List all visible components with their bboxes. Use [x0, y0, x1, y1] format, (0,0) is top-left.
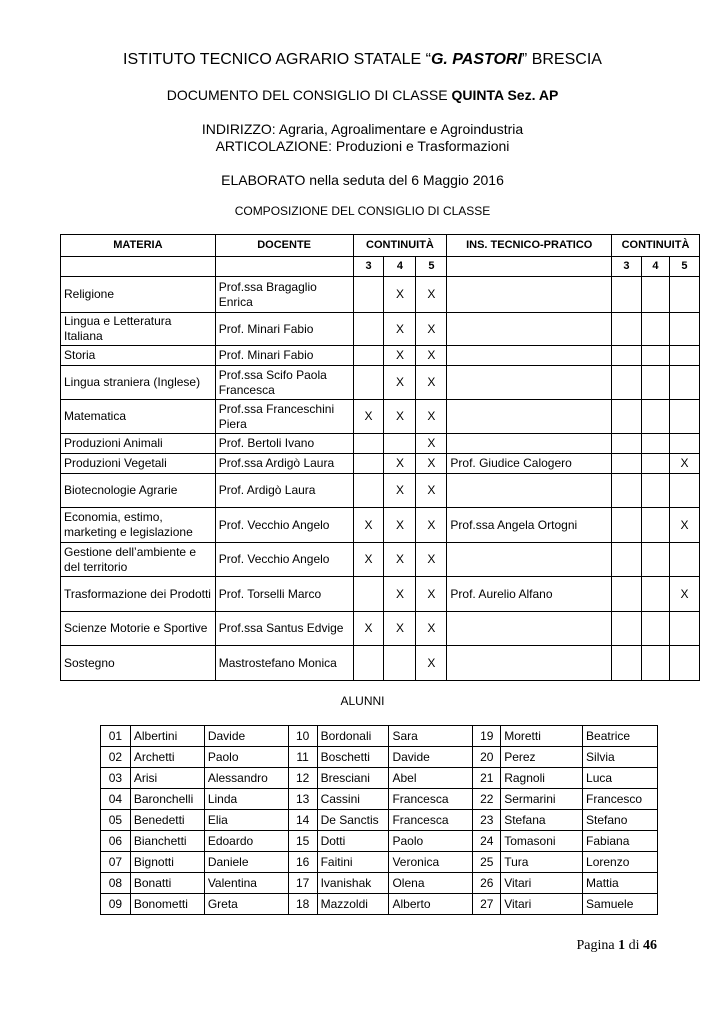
- student-row: [101, 789, 658, 810]
- itp-teacher-cell: [447, 612, 612, 646]
- itp-continuity-4: [641, 646, 669, 681]
- subject-cell: Storia: [61, 346, 216, 366]
- itp-continuity-3: [612, 454, 642, 474]
- student-row: [101, 726, 658, 747]
- continuity-4: [384, 434, 416, 454]
- teacher-cell: Prof.ssa Scifo Paola Francesca: [215, 366, 353, 400]
- student-name: Davide: [204, 726, 288, 747]
- continuity-3: [353, 646, 384, 681]
- itp-teacher-cell: Prof. Aurelio Alfano: [447, 577, 612, 612]
- student-number: 25: [473, 852, 501, 873]
- student-surname: De Sanctis: [317, 810, 389, 831]
- student-number: 08: [101, 873, 131, 894]
- student-name: Olena: [389, 873, 473, 894]
- student-name: Edoardo: [204, 831, 288, 852]
- continuity-4: X: [384, 543, 416, 577]
- student-number: 09: [101, 894, 131, 915]
- year-5: 5: [416, 257, 447, 277]
- council-row: [61, 543, 700, 577]
- student-number: 15: [288, 831, 317, 852]
- student-number: 17: [288, 873, 317, 894]
- itp-continuity-3: [612, 434, 642, 454]
- student-name: Veronica: [389, 852, 473, 873]
- itp-continuity-5: [669, 313, 699, 346]
- student-number: 21: [473, 768, 501, 789]
- teacher-cell: Prof. Bertoli Ivano: [215, 434, 353, 454]
- alunni-title: ALUNNI: [340, 694, 385, 708]
- itp-continuity-5: [669, 400, 699, 434]
- student-name: Lorenzo: [583, 852, 658, 873]
- student-number: 07: [101, 852, 131, 873]
- itp-teacher-cell: [447, 277, 612, 313]
- years-row: [61, 257, 700, 277]
- continuity-5: X: [416, 313, 447, 346]
- student-name: Abel: [389, 768, 473, 789]
- student-name: Beatrice: [583, 726, 658, 747]
- student-name: Francesco: [583, 789, 658, 810]
- itp-continuity-5: X: [669, 577, 699, 612]
- student-number: 03: [101, 768, 131, 789]
- articolazione: ARTICOLAZIONE: Produzioni e Trasformazioni: [215, 138, 510, 154]
- subject-cell: Lingua straniera (Inglese): [61, 366, 216, 400]
- student-name: Alessandro: [204, 768, 288, 789]
- itp-continuity-4: [641, 612, 669, 646]
- student-row: [101, 852, 658, 873]
- student-number: 14: [288, 810, 317, 831]
- itp-teacher-cell: [447, 474, 612, 508]
- student-number: 12: [288, 768, 317, 789]
- continuity-4: X: [384, 277, 416, 313]
- continuity-3: X: [353, 543, 384, 577]
- continuity-4: X: [384, 577, 416, 612]
- students-table: [100, 725, 658, 915]
- student-number: 05: [101, 810, 131, 831]
- itp-continuity-4: [641, 577, 669, 612]
- itp-continuity-5: [669, 366, 699, 400]
- student-surname: Bordonali: [317, 726, 389, 747]
- student-row: [101, 768, 658, 789]
- council-row: [61, 346, 700, 366]
- continuity-5: X: [416, 474, 447, 508]
- itp-teacher-cell: Prof. Giudice Calogero: [447, 454, 612, 474]
- itp-continuity-4: [641, 400, 669, 434]
- student-surname: Sermarini: [501, 789, 583, 810]
- student-surname: Ivanishak: [317, 873, 389, 894]
- continuity-5: X: [416, 277, 447, 313]
- continuity-5: X: [416, 543, 447, 577]
- student-number: 23: [473, 810, 501, 831]
- student-row: [101, 810, 658, 831]
- subject-cell: Lingua e Letteratura Italiana: [61, 313, 216, 346]
- header-itp: INS. TECNICO-PRATICO: [447, 235, 612, 257]
- itp-teacher-cell: [447, 646, 612, 681]
- continuity-3: [353, 474, 384, 508]
- teacher-cell: Prof. Torselli Marco: [215, 577, 353, 612]
- continuity-5: X: [416, 454, 447, 474]
- student-surname: Moretti: [501, 726, 583, 747]
- itp-continuity-3: [612, 277, 642, 313]
- continuity-5: X: [416, 508, 447, 543]
- itp-continuity-4: [641, 313, 669, 346]
- subject-cell: Economia, estimo, marketing e legislazione: [61, 508, 216, 543]
- continuity-3: [353, 434, 384, 454]
- council-row: [61, 313, 700, 346]
- student-surname: Bonometti: [130, 894, 204, 915]
- header-continuita-itp: CONTINUITÀ: [612, 235, 700, 257]
- itp-continuity-5: [669, 646, 699, 681]
- continuity-4: X: [384, 508, 416, 543]
- continuity-3: [353, 366, 384, 400]
- student-surname: Vitari: [501, 894, 583, 915]
- subject-cell: Produzioni Animali: [61, 434, 216, 454]
- council-row: [61, 646, 700, 681]
- itp-teacher-cell: [447, 366, 612, 400]
- itp-continuity-3: [612, 646, 642, 681]
- composizione-title: COMPOSIZIONE DEL CONSIGLIO DI CLASSE: [234, 204, 491, 218]
- subject-cell: Trasformazione dei Prodotti: [61, 577, 216, 612]
- student-row: [101, 873, 658, 894]
- council-row: [61, 434, 700, 454]
- itp-continuity-3: [612, 366, 642, 400]
- student-surname: Bianchetti: [130, 831, 204, 852]
- continuity-5: X: [416, 612, 447, 646]
- itp-continuity-4: [641, 543, 669, 577]
- subject-cell: Matematica: [61, 400, 216, 434]
- itp-teacher-cell: [447, 434, 612, 454]
- student-surname: Benedetti: [130, 810, 204, 831]
- itp-continuity-4: [641, 474, 669, 508]
- student-name: Francesca: [389, 810, 473, 831]
- continuity-4: X: [384, 400, 416, 434]
- continuity-5: X: [416, 346, 447, 366]
- student-name: Mattia: [583, 873, 658, 894]
- teacher-cell: Prof.ssa Franceschini Piera: [215, 400, 353, 434]
- teacher-cell: Prof.ssa Santus Edvige: [215, 612, 353, 646]
- continuity-3: X: [353, 508, 384, 543]
- student-surname: Archetti: [130, 747, 204, 768]
- student-name: Paolo: [389, 831, 473, 852]
- student-surname: Albertini: [130, 726, 204, 747]
- student-name: Valentina: [204, 873, 288, 894]
- council-row: [61, 508, 700, 543]
- council-header-row: [61, 235, 700, 257]
- itp-teacher-cell: [447, 543, 612, 577]
- student-surname: Stefana: [501, 810, 583, 831]
- council-row: [61, 277, 700, 313]
- student-surname: Dotti: [317, 831, 389, 852]
- continuity-4: X: [384, 366, 416, 400]
- student-number: 04: [101, 789, 131, 810]
- teacher-cell: Prof. Minari Fabio: [215, 313, 353, 346]
- student-number: 27: [473, 894, 501, 915]
- continuity-3: [353, 454, 384, 474]
- header-materia: MATERIA: [61, 235, 216, 257]
- itp-continuity-4: [641, 434, 669, 454]
- continuity-5: X: [416, 366, 447, 400]
- continuity-5: X: [416, 400, 447, 434]
- student-name: Silvia: [583, 747, 658, 768]
- council-row: [61, 577, 700, 612]
- indirizzo-block: [0, 121, 725, 155]
- itp-continuity-3: [612, 346, 642, 366]
- student-surname: Bresciani: [317, 768, 389, 789]
- council-row: [61, 454, 700, 474]
- itp-year-5: 5: [669, 257, 699, 277]
- itp-teacher-cell: [447, 313, 612, 346]
- student-name: Daniele: [204, 852, 288, 873]
- student-name: Greta: [204, 894, 288, 915]
- student-number: 01: [101, 726, 131, 747]
- student-number: 10: [288, 726, 317, 747]
- student-name: Francesca: [389, 789, 473, 810]
- student-name: Paolo: [204, 747, 288, 768]
- council-row: [61, 366, 700, 400]
- itp-year-4: 4: [641, 257, 669, 277]
- itp-continuity-3: [612, 612, 642, 646]
- header-docente: DOCENTE: [215, 235, 353, 257]
- student-surname: Tomasoni: [501, 831, 583, 852]
- student-surname: Baronchelli: [130, 789, 204, 810]
- subject-cell: Biotecnologie Agrarie: [61, 474, 216, 508]
- student-name: Stefano: [583, 810, 658, 831]
- continuity-4: X: [384, 454, 416, 474]
- continuity-3: X: [353, 400, 384, 434]
- continuity-4: X: [384, 612, 416, 646]
- student-surname: Tura: [501, 852, 583, 873]
- document-title: DOCUMENTO DEL CONSIGLIO DI CLASSE QUINTA Sez. AP: [166, 87, 559, 103]
- itp-continuity-5: [669, 612, 699, 646]
- itp-continuity-5: X: [669, 454, 699, 474]
- continuity-3: [353, 577, 384, 612]
- student-name: Sara: [389, 726, 473, 747]
- student-number: 22: [473, 789, 501, 810]
- student-surname: Cassini: [317, 789, 389, 810]
- council-row: [61, 612, 700, 646]
- continuity-4: X: [384, 313, 416, 346]
- continuity-4: X: [384, 346, 416, 366]
- itp-continuity-5: [669, 543, 699, 577]
- subject-cell: Produzioni Vegetali: [61, 454, 216, 474]
- student-number: 18: [288, 894, 317, 915]
- subject-cell: Sostegno: [61, 646, 216, 681]
- student-surname: Arisi: [130, 768, 204, 789]
- subject-cell: Scienze Motorie e Sportive: [61, 612, 216, 646]
- continuity-3: [353, 277, 384, 313]
- continuity-5: X: [416, 434, 447, 454]
- student-number: 16: [288, 852, 317, 873]
- continuity-3: [353, 346, 384, 366]
- itp-year-3: 3: [612, 257, 642, 277]
- student-number: 02: [101, 747, 131, 768]
- student-surname: Ragnoli: [501, 768, 583, 789]
- itp-continuity-5: [669, 277, 699, 313]
- student-number: 13: [288, 789, 317, 810]
- student-row: [101, 831, 658, 852]
- continuity-4: X: [384, 474, 416, 508]
- student-number: 24: [473, 831, 501, 852]
- subject-cell: Gestione dell’ambiente e del territorio: [61, 543, 216, 577]
- header-continuita: CONTINUITÀ: [353, 235, 447, 257]
- itp-teacher-cell: [447, 346, 612, 366]
- student-number: 06: [101, 831, 131, 852]
- itp-continuity-5: [669, 474, 699, 508]
- itp-continuity-5: [669, 346, 699, 366]
- council-row: [61, 474, 700, 508]
- itp-teacher-cell: [447, 400, 612, 434]
- itp-continuity-4: [641, 366, 669, 400]
- itp-continuity-3: [612, 508, 642, 543]
- student-name: Samuele: [583, 894, 658, 915]
- council-row: [61, 400, 700, 434]
- teacher-cell: Prof.ssa Ardigò Laura: [215, 454, 353, 474]
- continuity-5: X: [416, 646, 447, 681]
- student-name: Alberto: [389, 894, 473, 915]
- itp-continuity-3: [612, 474, 642, 508]
- itp-continuity-3: [612, 400, 642, 434]
- itp-teacher-cell: Prof.ssa Angela Ortogni: [447, 508, 612, 543]
- student-surname: Bonatti: [130, 873, 204, 894]
- student-surname: Perez: [501, 747, 583, 768]
- itp-continuity-5: X: [669, 508, 699, 543]
- council-table: [60, 234, 700, 681]
- itp-continuity-5: [669, 434, 699, 454]
- teacher-cell: Prof. Minari Fabio: [215, 346, 353, 366]
- student-surname: Mazzoldi: [317, 894, 389, 915]
- subject-cell: Religione: [61, 277, 216, 313]
- teacher-cell: Prof. Vecchio Angelo: [215, 543, 353, 577]
- itp-continuity-3: [612, 313, 642, 346]
- student-number: 20: [473, 747, 501, 768]
- teacher-cell: Prof. Vecchio Angelo: [215, 508, 353, 543]
- student-name: Linda: [204, 789, 288, 810]
- student-name: Davide: [389, 747, 473, 768]
- student-number: 26: [473, 873, 501, 894]
- continuity-5: X: [416, 577, 447, 612]
- student-row: [101, 894, 658, 915]
- itp-continuity-4: [641, 346, 669, 366]
- continuity-3: X: [353, 612, 384, 646]
- teacher-cell: Prof. Ardigò Laura: [215, 474, 353, 508]
- student-surname: Vitari: [501, 873, 583, 894]
- year-4: 4: [384, 257, 416, 277]
- year-3: 3: [353, 257, 384, 277]
- page-footer: Pagina 1 di 46: [576, 938, 657, 953]
- continuity-3: [353, 313, 384, 346]
- itp-continuity-4: [641, 508, 669, 543]
- student-surname: Faitini: [317, 852, 389, 873]
- itp-continuity-3: [612, 577, 642, 612]
- student-surname: Bignotti: [130, 852, 204, 873]
- teacher-cell: Mastrostefano Monica: [215, 646, 353, 681]
- student-name: Fabiana: [583, 831, 658, 852]
- student-row: [101, 747, 658, 768]
- student-surname: Boschetti: [317, 747, 389, 768]
- student-number: 11: [288, 747, 317, 768]
- elaborato: ELABORATO nella seduta del 6 Maggio 2016: [221, 172, 504, 188]
- itp-continuity-4: [641, 277, 669, 313]
- teacher-cell: Prof.ssa Bragaglio Enrica: [215, 277, 353, 313]
- continuity-4: [384, 646, 416, 681]
- student-name: Elia: [204, 810, 288, 831]
- student-name: Luca: [583, 768, 658, 789]
- itp-continuity-3: [612, 543, 642, 577]
- indirizzo: INDIRIZZO: Agraria, Agroalimentare e Agroindustria: [201, 121, 524, 137]
- student-number: 19: [473, 726, 501, 747]
- itp-continuity-4: [641, 454, 669, 474]
- institute-title: ISTITUTO TECNICO AGRARIO STATALE “G. PASTORI” BRESCIA: [123, 51, 602, 68]
